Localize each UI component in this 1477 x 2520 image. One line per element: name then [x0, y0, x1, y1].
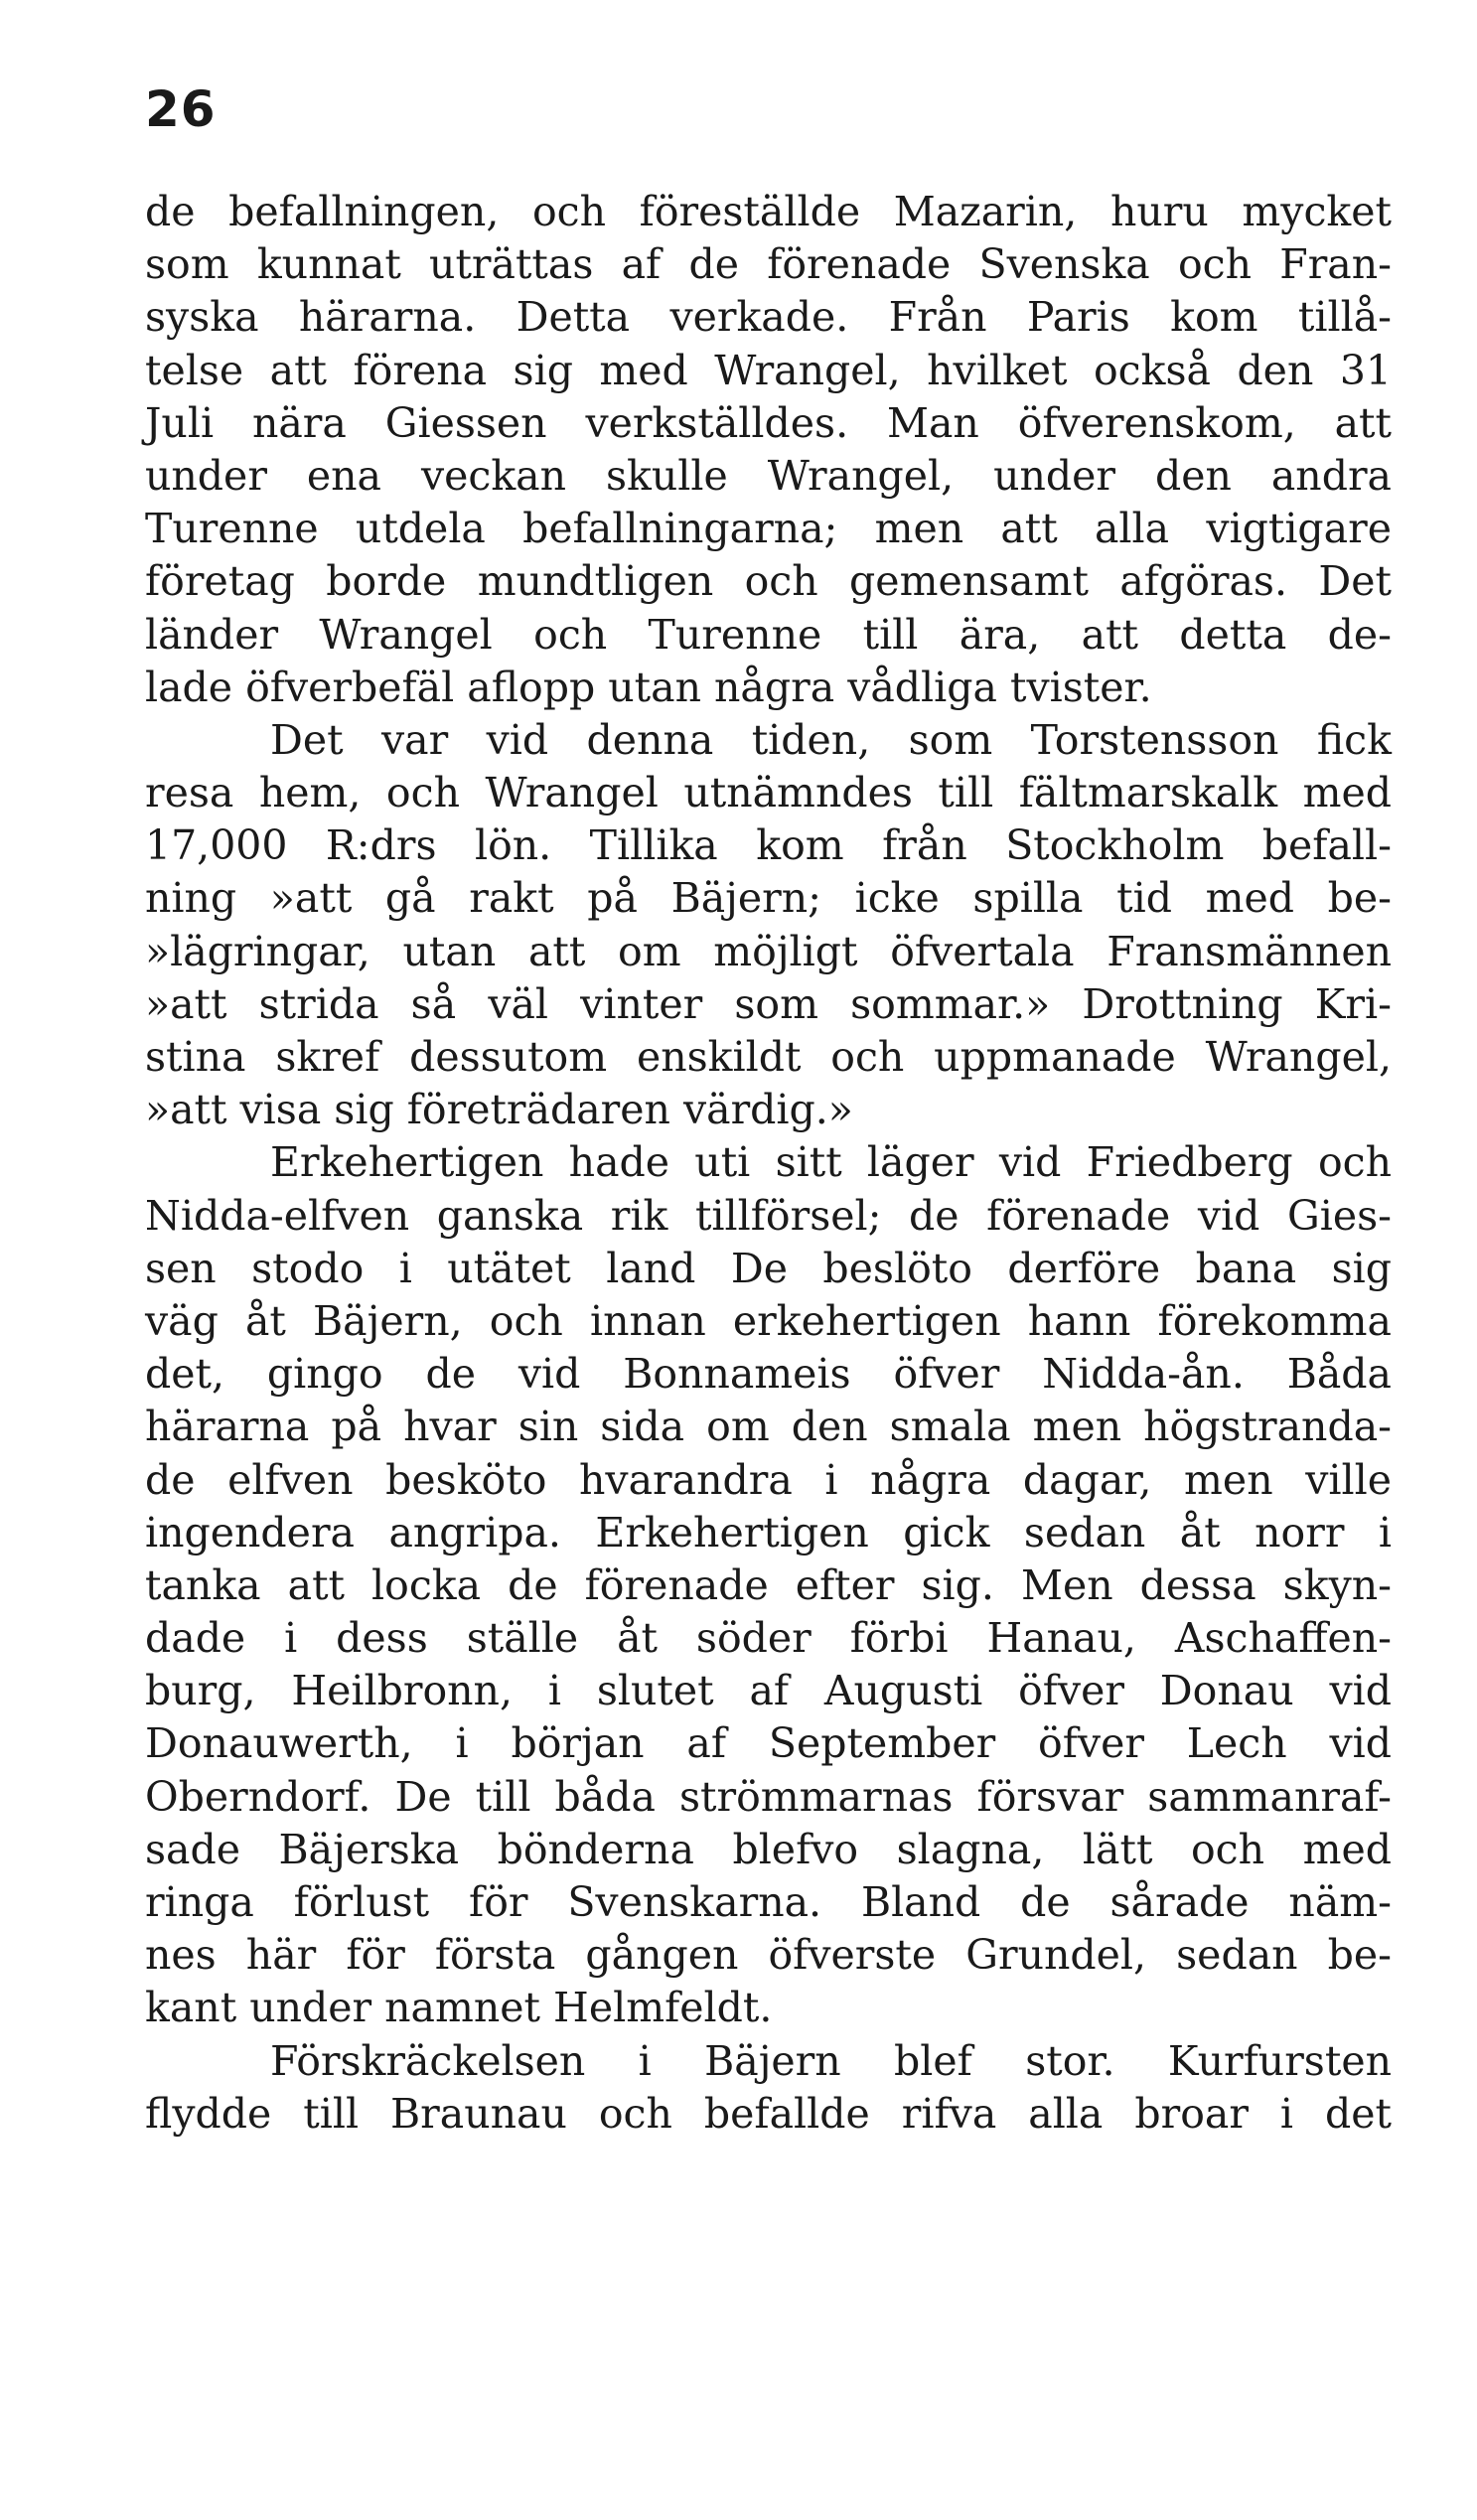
text-line: telse att förena sig med Wrangel, hvilket också den 31	[145, 346, 1392, 394]
text-line: företag borde mundtligen och gemensamt afgöras. Det	[145, 557, 1392, 606]
body-text	[145, 186, 1392, 2141]
text-line: sen stodo i utätet land De beslöto derföre bana sig	[145, 1244, 1392, 1292]
paragraph-end-line: lade öfverbefäl aflopp utan några vådliga tvister.	[145, 663, 1152, 711]
text-line: Nidda-elfven ganska rik tillförsel; de förenade vid Gies-	[145, 1191, 1392, 1240]
text-line: ringa förlust för Svenskarna. Bland de sårade näm-	[145, 1878, 1392, 1926]
paragraph-start-line: Erkehertigen hade uti sitt läger vid Friedberg och	[270, 1138, 1392, 1187]
text-line: dade i dess ställe åt söder förbi Hanau, Aschaffen-	[145, 1614, 1392, 1663]
text-line: nes här för första gången öfverste Grundel, sedan be-	[145, 1931, 1392, 1980]
text-line: ning »att gå rakt på Bäjern; icke spilla tid med be-	[145, 874, 1392, 923]
paragraph-end-line: »att visa sig företrädaren värdig.»	[145, 1086, 853, 1134]
paragraph-start-line: Det var vid denna tiden, som Torstensson fick	[270, 715, 1392, 764]
text-line: under ena veckan skulle Wrangel, under den andra	[145, 451, 1392, 500]
text-line: länder Wrangel och Turenne till ära, att detta de-	[145, 610, 1392, 659]
page-number: 26	[145, 80, 217, 138]
text-line: Juli nära Giessen verkställdes. Man öfverenskom, att	[145, 398, 1392, 447]
text-line: burg, Heilbronn, i slutet af Augusti öfver Donau vid	[145, 1667, 1392, 1715]
text-line: resa hem, och Wrangel utnämndes till fältmarskalk med	[145, 769, 1392, 817]
text-line: syska härarna. Detta verkade. Från Paris kom tillå-	[145, 293, 1392, 342]
text-line: 17,000 R:drs lön. Tillika kom från Stockholm befall-	[145, 821, 1392, 870]
text-line: härarna på hvar sin sida om den smala men högstranda-	[145, 1403, 1392, 1451]
text-line: Turenne utdela befallningarna; men att alla vigtigare	[145, 505, 1392, 553]
text-line: det, gingo de vid Bonnameis öfver Nidda-ån. Båda	[145, 1350, 1392, 1399]
text-line: de befallningen, och föreställde Mazarin, huru mycket	[145, 188, 1392, 235]
text-line: Donauwerth, i början af September öfver Lech vid	[145, 1719, 1392, 1768]
text-line: »att strida så väl vinter som sommar.» Drottning Kri-	[145, 979, 1392, 1028]
text-line: som kunnat uträttas af de förenade Svenska och Fran-	[145, 240, 1392, 289]
text-line: tanka att locka de förenade efter sig. Men dessa skyn-	[145, 1560, 1392, 1609]
paragraph-end-line: kant under namnet Helmfeldt.	[145, 1984, 773, 2032]
text-line: de elfven besköto hvarandra i några dagar, men ville	[145, 1455, 1392, 1504]
text-line: flydde till Braunau och befallde rifva alla broar i det	[145, 2089, 1392, 2138]
text-line: ingendera angripa. Erkehertigen gick sedan åt norr i	[145, 1508, 1392, 1556]
text-line: väg åt Bäjern, och innan erkehertigen hann förekomma	[145, 1296, 1392, 1345]
text-line: »lägringar, utan att om möjligt öfvertala Fransmännen	[145, 927, 1392, 975]
paragraph-start-line: Förskräckelsen i Bäjern blef stor. Kurfursten	[270, 2036, 1392, 2085]
text-line: stina skref dessutom enskildt och uppmanade Wrangel,	[145, 1033, 1392, 1081]
text-line: sade Bäjerska bönderna blefvo slagna, lätt och med	[145, 1825, 1392, 1873]
text-line: Oberndorf. De till båda strömmarnas försvar sammanraf-	[145, 1772, 1392, 1821]
